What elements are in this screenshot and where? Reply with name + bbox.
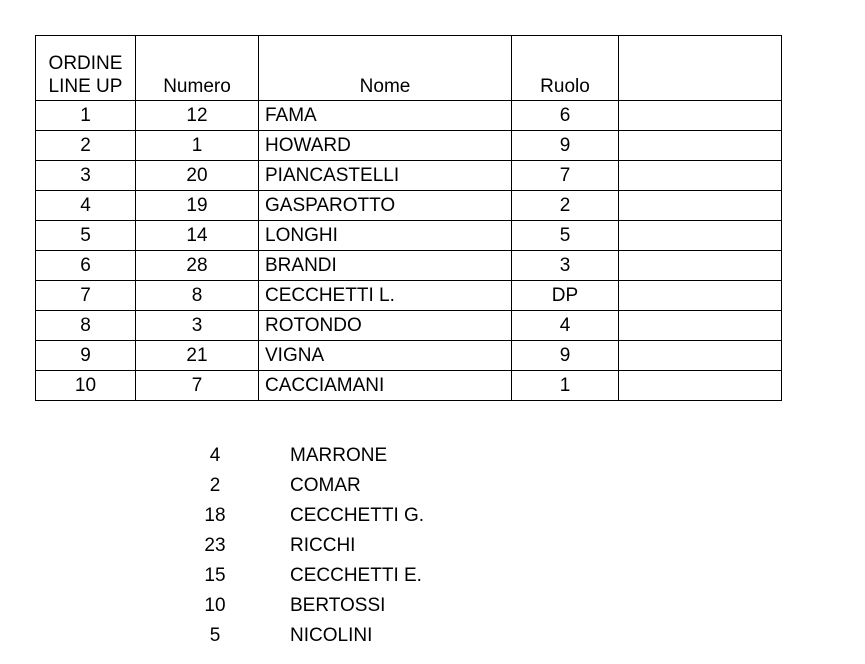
header-number: Numero — [136, 36, 259, 101]
bench-number: 2 — [209, 475, 221, 496]
table-row — [36, 191, 782, 221]
header-order — [36, 36, 136, 101]
bench-number: 18 — [204, 505, 226, 526]
cell-number: 3 — [136, 311, 259, 341]
cell-name: LONGHI — [259, 221, 512, 251]
cell-extra — [619, 251, 782, 281]
cell-role: 3 — [512, 251, 619, 281]
cell-extra — [619, 371, 782, 401]
header-role: Ruolo — [512, 36, 619, 101]
cell-name: CACCIAMANI — [259, 371, 512, 401]
cell-number: 14 — [136, 221, 259, 251]
cell-number: 12 — [136, 101, 259, 131]
cell-number: 20 — [136, 161, 259, 191]
cell-name: PIANCASTELLI — [259, 161, 512, 191]
bench-number: 23 — [204, 535, 226, 556]
bench-number: 15 — [204, 565, 226, 586]
cell-name: FAMA — [259, 101, 512, 131]
bench-number: 4 — [209, 445, 221, 466]
cell-name: VIGNA — [259, 341, 512, 371]
cell-extra — [619, 101, 782, 131]
cell-role: 9 — [512, 341, 619, 371]
cell-order: 8 — [36, 311, 136, 341]
bench-item — [180, 501, 424, 531]
cell-order: 10 — [36, 371, 136, 401]
bench-name: CECCHETTI G. — [290, 505, 425, 526]
cell-number: 21 — [136, 341, 259, 371]
cell-name: HOWARD — [259, 131, 512, 161]
cell-order: 1 — [36, 101, 136, 131]
cell-name: ROTONDO — [259, 311, 512, 341]
cell-role: 9 — [512, 131, 619, 161]
bench-item — [180, 621, 424, 651]
header-order-line1: ORDINE — [48, 53, 123, 74]
bench-item — [180, 471, 424, 501]
bench-name: RICCHI — [290, 535, 356, 556]
table-row — [36, 221, 782, 251]
cell-role: 7 — [512, 161, 619, 191]
bench-name: MARRONE — [290, 445, 388, 466]
cell-role: 1 — [512, 371, 619, 401]
cell-order: 3 — [36, 161, 136, 191]
cell-extra — [619, 311, 782, 341]
table-row — [36, 251, 782, 281]
bench-item — [180, 561, 424, 591]
header-extra — [619, 36, 782, 101]
bench-number: 10 — [204, 595, 226, 616]
header-order-line2: LINE UP — [48, 76, 123, 97]
cell-order: 2 — [36, 131, 136, 161]
table-row — [36, 161, 782, 191]
bench-name: CECCHETTI E. — [290, 565, 422, 586]
header-name: Nome — [259, 36, 512, 101]
cell-name: BRANDI — [259, 251, 512, 281]
table-row — [36, 101, 782, 131]
cell-order: 9 — [36, 341, 136, 371]
table-row — [36, 311, 782, 341]
table-row — [36, 131, 782, 161]
cell-order: 4 — [36, 191, 136, 221]
cell-extra — [619, 131, 782, 161]
cell-role: DP — [512, 281, 619, 311]
table-row — [36, 371, 782, 401]
bench-item — [180, 531, 424, 561]
cell-role: 2 — [512, 191, 619, 221]
table-row — [36, 281, 782, 311]
lineup-table — [35, 35, 782, 401]
bench-name: BERTOSSI — [290, 595, 386, 616]
cell-extra — [619, 341, 782, 371]
lineup-body — [36, 101, 782, 401]
cell-extra — [619, 161, 782, 191]
cell-role: 6 — [512, 101, 619, 131]
cell-number: 28 — [136, 251, 259, 281]
table-header-row — [36, 36, 782, 101]
cell-role: 5 — [512, 221, 619, 251]
bench-item — [180, 591, 424, 621]
cell-name: GASPAROTTO — [259, 191, 512, 221]
bench-item — [180, 441, 424, 471]
bench-number: 5 — [209, 625, 221, 646]
cell-number: 8 — [136, 281, 259, 311]
bench-name: COMAR — [290, 475, 361, 496]
cell-extra — [619, 191, 782, 221]
bench-list — [180, 441, 424, 651]
cell-number: 1 — [136, 131, 259, 161]
cell-extra — [619, 221, 782, 251]
cell-order: 6 — [36, 251, 136, 281]
cell-number: 7 — [136, 371, 259, 401]
cell-number: 19 — [136, 191, 259, 221]
cell-extra — [619, 281, 782, 311]
table-row — [36, 341, 782, 371]
cell-name: CECCHETTI L. — [259, 281, 512, 311]
cell-order: 7 — [36, 281, 136, 311]
bench-name: NICOLINI — [290, 625, 373, 646]
cell-role: 4 — [512, 311, 619, 341]
cell-order: 5 — [36, 221, 136, 251]
